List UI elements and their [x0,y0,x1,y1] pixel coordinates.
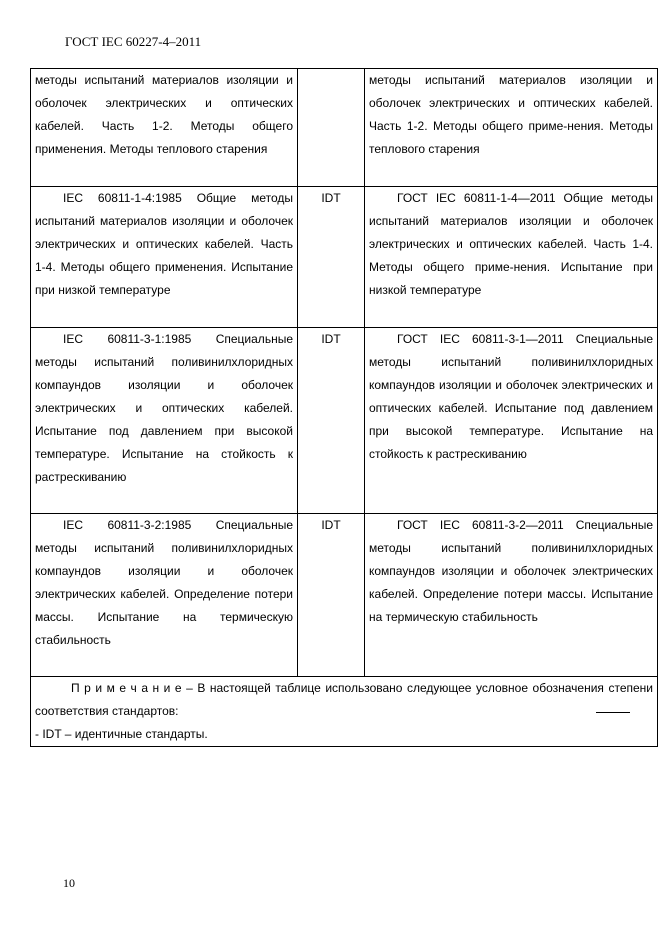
cell-conformity-degree: IDT [298,514,365,677]
cell-conformity-degree: IDT [298,328,365,514]
cell-iec-standard: IEC 60811-3-1:1985 Специальные методы испытаний поливинилхлоридных компаундов изоляции и оболочек электрических и оптических кабелей. Испытание под давлением при высокой температуре. Испытание на стойкость к растрескиванию [31,328,298,514]
table-row [31,328,658,514]
table-note-cell [31,677,658,747]
cell-gost-standard: ГОСТ IEC 60811-3-1—2011 Специальные методы испытаний поливинилхлоридных компаундов изоляции и оболочек электрических и оптических кабелей. Испытание под давлением при высокой температуре. Испытание на стойкость к растрескиванию [365,328,658,514]
cell-iec-standard: методы испытаний материалов изоляции и оболочек электрических и оптических кабелей. Часть 1-2. Методы общего применения. Методы теплового старения [31,69,298,187]
cell-conformity-degree: IDT [298,187,365,328]
cell-conformity-degree [298,69,365,187]
document-header-title: ГОСТ IEC 60227-4–2011 [65,34,202,49]
page-number: 10 [63,876,75,890]
note-text-line-2: - IDT – идентичные стандарты. [35,727,208,741]
standards-correspondence-table [30,68,658,747]
cell-iec-standard: IEC 60811-3-2:1985 Специальные методы испытаний поливинилхлоридных компаундов изоляции и оболочек электрических кабелей. Определение потери массы. Испытание на термическую стабильность [31,514,298,677]
cell-iec-standard: IEC 60811-1-4:1985 Общие методы испытаний материалов изоляции и оболочек электрических и оптических кабелей. Часть 1-4. Методы общего применения. Испытание при низкой температуре [31,187,298,328]
footnote-rule [596,712,630,713]
cell-gost-standard: методы испытаний материалов изоляции и оболочек электрических и оптических кабелей. Часть 1-2. Методы общего приме-нения. Методы теплового старения [365,69,658,187]
cell-gost-standard: ГОСТ IEC 60811-3-2—2011 Специальные методы испытаний поливинилхлоридных компаундов изоляции и оболочек электрических кабелей. Определение потери массы. Испытание на термическую стабильность [365,514,658,677]
table-row [31,69,658,187]
table-row [31,514,658,677]
note-text-line-1: П р и м е ч а н и е – В настоящей таблице использовано следующее условное обозначения степени соответствия стандартов: [35,681,653,718]
table-note-row [31,677,658,747]
table-row [31,187,658,328]
cell-gost-standard: ГОСТ IEC 60811-1-4—2011 Общие методы испытаний материалов изоляции и оболочек электрических и оптических кабелей. Часть 1-4. Методы общего приме-нения. Испытание при низкой температуре [365,187,658,328]
